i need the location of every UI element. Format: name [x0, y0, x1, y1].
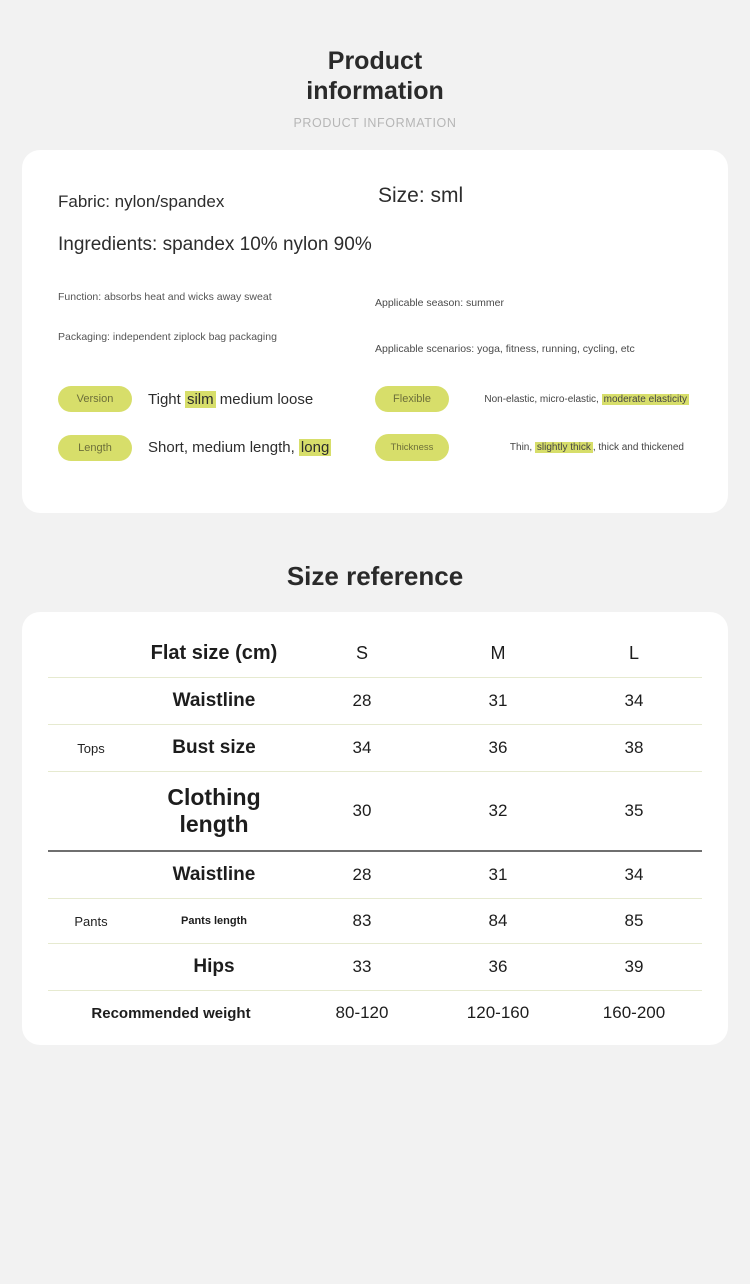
row-group: Tops — [48, 725, 134, 772]
size-reference-table — [48, 630, 702, 1035]
length-value — [148, 439, 331, 456]
ingredients-text: Ingredients: spandex 10% nylon 90% — [58, 234, 372, 255]
row-value-s: 34 — [294, 725, 430, 772]
row-value-l: 39 — [566, 944, 702, 991]
table-row — [48, 725, 702, 772]
length-pill: Length — [58, 435, 132, 461]
attribute-length — [58, 435, 375, 461]
thickness-value-post: , thick and thickened — [592, 442, 684, 454]
fabric-size-row — [58, 184, 692, 212]
flexible-value-pre: Non-elastic, micro-elastic, — [484, 393, 602, 405]
row-value-m: 84 — [430, 899, 566, 944]
function-text: Function: absorbs heat and wicks away sweat — [58, 291, 272, 303]
flexible-pill: Flexible — [375, 386, 449, 412]
column-header-m: M — [430, 630, 566, 678]
tag-row-length-thickness — [58, 434, 692, 461]
table-row — [48, 899, 702, 944]
row-value-l: 34 — [566, 851, 702, 899]
recommended-weight-m: 120-160 — [466, 1003, 530, 1023]
page-subtitle: PRODUCT INFORMATION — [293, 116, 457, 130]
scenarios-text: Applicable scenarios: yoga, fitness, running, cycling, etc — [375, 343, 635, 356]
row-value-s: 33 — [294, 944, 430, 991]
row-value-l: 34 — [566, 678, 702, 725]
row-label: Clothing length — [134, 772, 294, 852]
page-title: Product information — [306, 47, 444, 105]
details-column-right — [375, 290, 692, 382]
row-value-s: 30 — [294, 772, 430, 852]
row-value-l: 85 — [566, 899, 702, 944]
attribute-version — [58, 386, 375, 412]
version-value-post: medium loose — [215, 390, 314, 408]
row-value-s: 28 — [294, 851, 430, 899]
length-value-pre: Short, medium length, — [148, 439, 299, 457]
row-value-m: 32 — [430, 772, 566, 852]
row-value-s: 28 — [294, 678, 430, 725]
column-header-s: S — [294, 630, 430, 678]
row-label: Waistline — [134, 678, 294, 725]
tag-row-version-flexible — [58, 386, 692, 412]
season-text: Applicable season: summer — [375, 297, 504, 309]
row-value-m: 31 — [430, 851, 566, 899]
fabric-text: Fabric: nylon/spandex — [58, 192, 225, 211]
table-row — [48, 851, 702, 899]
row-value-m: 31 — [430, 678, 566, 725]
attribute-thickness — [375, 434, 692, 461]
version-value-pre: Tight — [148, 390, 185, 408]
row-group — [48, 772, 134, 852]
packaging-text: Packaging: independent ziplock bag packaging — [58, 331, 277, 344]
recommended-weight-l: 160-200 — [602, 1003, 666, 1023]
row-label: Waistline — [134, 851, 294, 899]
table-row — [48, 772, 702, 852]
page-header — [0, 0, 750, 130]
thickness-pill: Thickness — [375, 434, 449, 461]
header-group-cell — [48, 630, 134, 678]
recommended-weight-s: 80-120 — [335, 1003, 389, 1023]
column-header-l: L — [566, 630, 702, 678]
row-label: Bust size — [134, 725, 294, 772]
row-group — [48, 851, 134, 899]
attribute-tag-rows — [58, 386, 692, 461]
thickness-value — [479, 441, 684, 455]
size-reference-card — [22, 612, 728, 1045]
thickness-value-pre: Thin, — [509, 442, 535, 454]
row-value-m: 36 — [430, 944, 566, 991]
row-value-l: 35 — [566, 772, 702, 852]
thickness-value-highlight: slightly thick — [536, 442, 591, 454]
table-row — [48, 678, 702, 725]
row-value-l: 38 — [566, 725, 702, 772]
version-pill: Version — [58, 386, 132, 412]
length-value-highlight: long — [300, 439, 330, 457]
flat-size-label: Flat size (cm) — [134, 630, 294, 678]
table-row — [48, 944, 702, 991]
row-label: Hips — [134, 944, 294, 991]
recommended-weight-label: Recommended weight — [91, 1004, 251, 1022]
details-column-left — [58, 290, 375, 382]
row-value-s: 83 — [294, 899, 430, 944]
row-label: Pants length — [134, 899, 294, 944]
flexible-value — [479, 393, 689, 407]
size-text: Size: sml — [378, 184, 464, 207]
product-information-card — [22, 150, 728, 513]
row-group — [48, 678, 134, 725]
details-grid — [58, 290, 692, 382]
size-reference-title: Size reference — [286, 561, 464, 592]
row-value-m: 36 — [430, 725, 566, 772]
table-header-row — [48, 630, 702, 678]
recommended-weight-row — [48, 991, 702, 1036]
version-value-highlight: silm — [186, 390, 214, 408]
version-value — [148, 391, 313, 408]
attribute-flexible — [375, 386, 692, 412]
row-group — [48, 944, 134, 991]
flexible-value-highlight: moderate elasticity — [603, 393, 687, 405]
row-group: Pants — [48, 899, 134, 944]
